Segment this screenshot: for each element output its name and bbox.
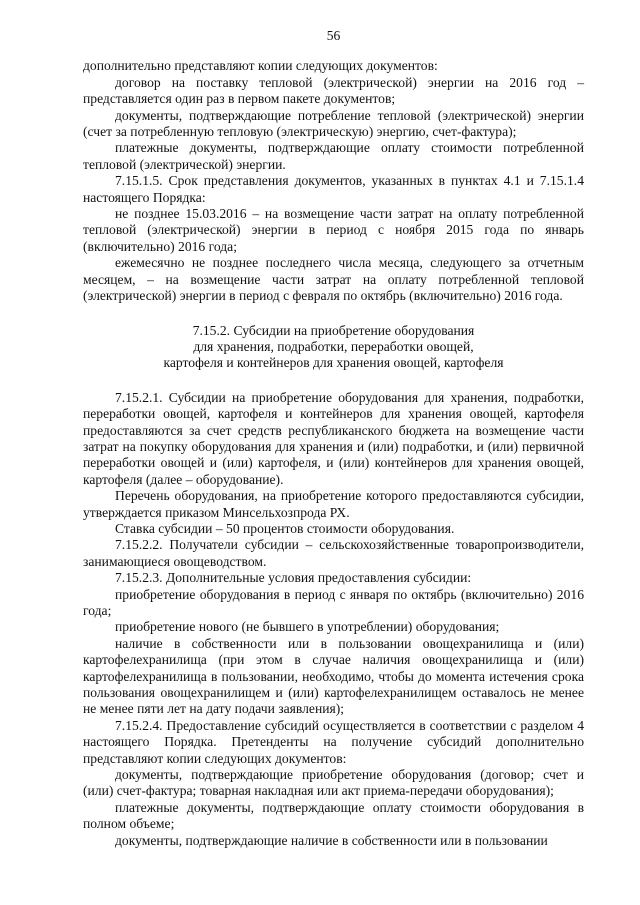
paragraph: документы, подтверждающие потребление тепловой (электрической) энергии (счет за потребленную тепловую (электрическую) энергию, счет-фактура); — [83, 107, 584, 140]
paragraph: 7.15.1.5. Срок представления документов, указанных в пунктах 4.1 и 7.15.1.4 настоящего Порядка: — [83, 173, 584, 205]
heading-line: картофеля и контейнеров для хранения овощей, картофеля — [163, 355, 504, 371]
paragraph: документы, подтверждающие приобретение оборудования (договор; счет и (или) счет-фактура; товарная накладная или акт приема-передачи оборудования); — [83, 767, 584, 799]
paragraph: наличие в собственности или в пользовании овощехранилища и (или) картофелехранилища (при этом в случае наличия овощехранилища и (или) картофелехранилища в пользовании, необходимо, чтобы до момента истечения срока пользования овощехранилищем и (или) картофелехранилищем оставалось не менее не менее пяти лет на дату подачи заявления); — [83, 635, 584, 717]
heading-line: 7.15.2. Субсидии на приобретение оборудования — [192, 322, 475, 338]
paragraph: 7.15.2.2. Получатели субсидии – сельскохозяйственные товаропроизводители, занимающиеся овощеводством. — [83, 537, 584, 569]
heading-line: для хранения, подработки, переработки овощей, — [193, 338, 474, 354]
paragraph: договор на поставку тепловой (электрической) энергии на 2016 год – представляется один раз в первом пакете документов; — [83, 74, 584, 107]
paragraph: дополнительно представляют копии следующих документов: — [83, 58, 438, 74]
paragraph: документы, подтверждающие наличие в собственности или в пользовании — [115, 832, 548, 848]
paragraph: платежные документы, подтверждающие оплату стоимости оборудования в полном объеме; — [83, 799, 584, 832]
paragraph: Ставка субсидии – 50 процентов стоимости оборудования. — [115, 520, 455, 536]
paragraph: приобретение нового (не бывшего в употреблении) оборудования; — [115, 619, 500, 635]
paragraph: ежемесячно не позднее последнего числа месяца, следующего за отчетным месяцем, – на возмещение части затрат на оплату потребленной тепловой (электрической) энергии в период с февраля по октябрь (включительно) 2016 года. — [83, 255, 584, 304]
paragraph: 7.15.2.3. Дополнительные условия предоставления субсидии: — [115, 570, 472, 586]
paragraph: 7.15.2.4. Предоставление субсидий осуществляется в соответствии с разделом 4 настоящего Порядка. Претенденты на получение субсидий дополнительно представляют копии следующих документов: — [83, 717, 584, 766]
paragraph: 7.15.2.1. Субсидии на приобретение оборудования для хранения, подработки, переработки овощей, картофеля и контейнеров для хранения овощей, картофеля предоставляются за счет средств республиканского бюджета на возмещение части затрат на покупку оборудования для хранения и (или) подработки, и (или) первичной переработки овощей и (или) картофеля, и (или) контейнеров для хранения овощей, картофеля (далее – оборудование). — [83, 389, 584, 487]
paragraph: не позднее 15.03.2016 – на возмещение части затрат на оплату потребленной тепловой (электрической) энергии в период с ноября 2015 года по январь (включительно) 2016 года; — [83, 206, 584, 254]
page-number: 56 — [326, 28, 341, 43]
section-heading — [83, 323, 584, 372]
paragraph: приобретение оборудования в период с января по октябрь (включительно) 2016 года; — [83, 586, 584, 618]
paragraph: Перечень оборудования, на приобретение которого предоставляются субсидии, утверждается приказом Минсельхозпрода РХ. — [83, 488, 584, 520]
paragraph: платежные документы, подтверждающие оплату стоимости потребленной тепловой (электрической) энергии. — [83, 140, 584, 172]
